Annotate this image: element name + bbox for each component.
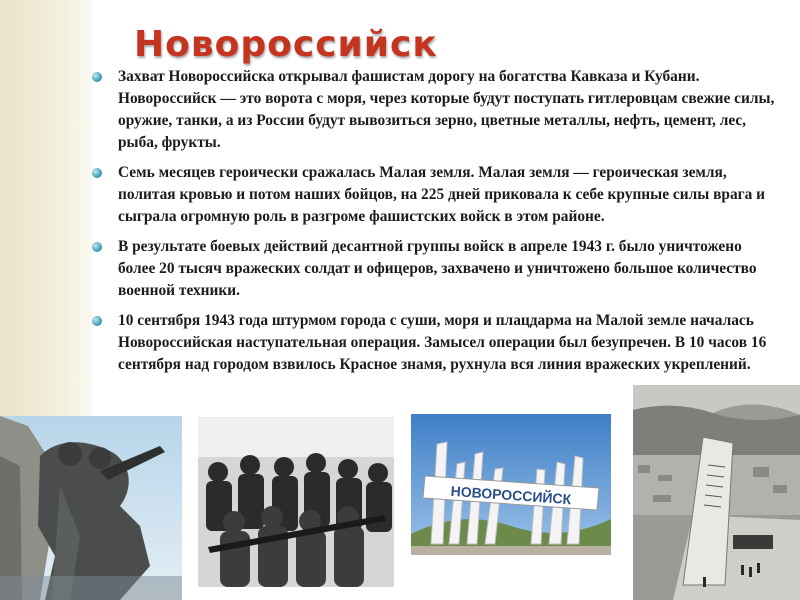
bullet-item: [90, 310, 780, 376]
bullet-icon: [92, 168, 102, 178]
gate-sign-text: НОВОРОССИЙСК: [450, 482, 572, 508]
bullet-icon: [92, 316, 102, 326]
bullet-list: [90, 66, 780, 384]
bullet-item: [90, 66, 780, 154]
city-gate-photo: [411, 414, 611, 555]
bullet-item: [90, 162, 780, 228]
bullet-item: [90, 236, 780, 302]
bullet-icon: [92, 242, 102, 252]
soldiers-photo: [198, 417, 394, 587]
memorial-city-photo: [633, 385, 800, 600]
bullet-text: В результате боевых действий десантной группы войск в апреле 1943 г. было уничтожено более 20 тысяч вражеских солдат и офицеров, захвачено и уничтожено большое количество военной техники.: [118, 238, 757, 299]
bullet-text: 10 сентября 1943 года штурмом города с суши, моря и плацдарма на Малой земле началась Новороссийская наступательная операция. Замысел операции был безупречен. В 10 часов 16 сентября над городом взвилось Красное знамя, рухнула вся линия вражеских укреплений.: [118, 312, 767, 373]
bullet-text: Захват Новороссийска открывал фашистам дорогу на богатства Кавказа и Кубани. Новороссийск — это ворота с моря, через которые будут поступать гитлеровцам свежие силы, оружие, танки, а из России будут вывозиться зерно, цветные металлы, нефть, цемент, лес, рыба, фрукты.: [118, 68, 775, 151]
bullet-text: Семь месяцев героически сражалась Малая земля. Малая земля — героическая земля, политая кровью и потом наших бойцов, на 225 дней приковала к себе крупные силы врага и сыграла огромную роль в разгроме фашистских войск в этом районе.: [118, 164, 766, 225]
monument-photo: [0, 416, 182, 600]
slide-title: Новороссийск: [134, 24, 438, 65]
bullet-icon: [92, 72, 102, 82]
